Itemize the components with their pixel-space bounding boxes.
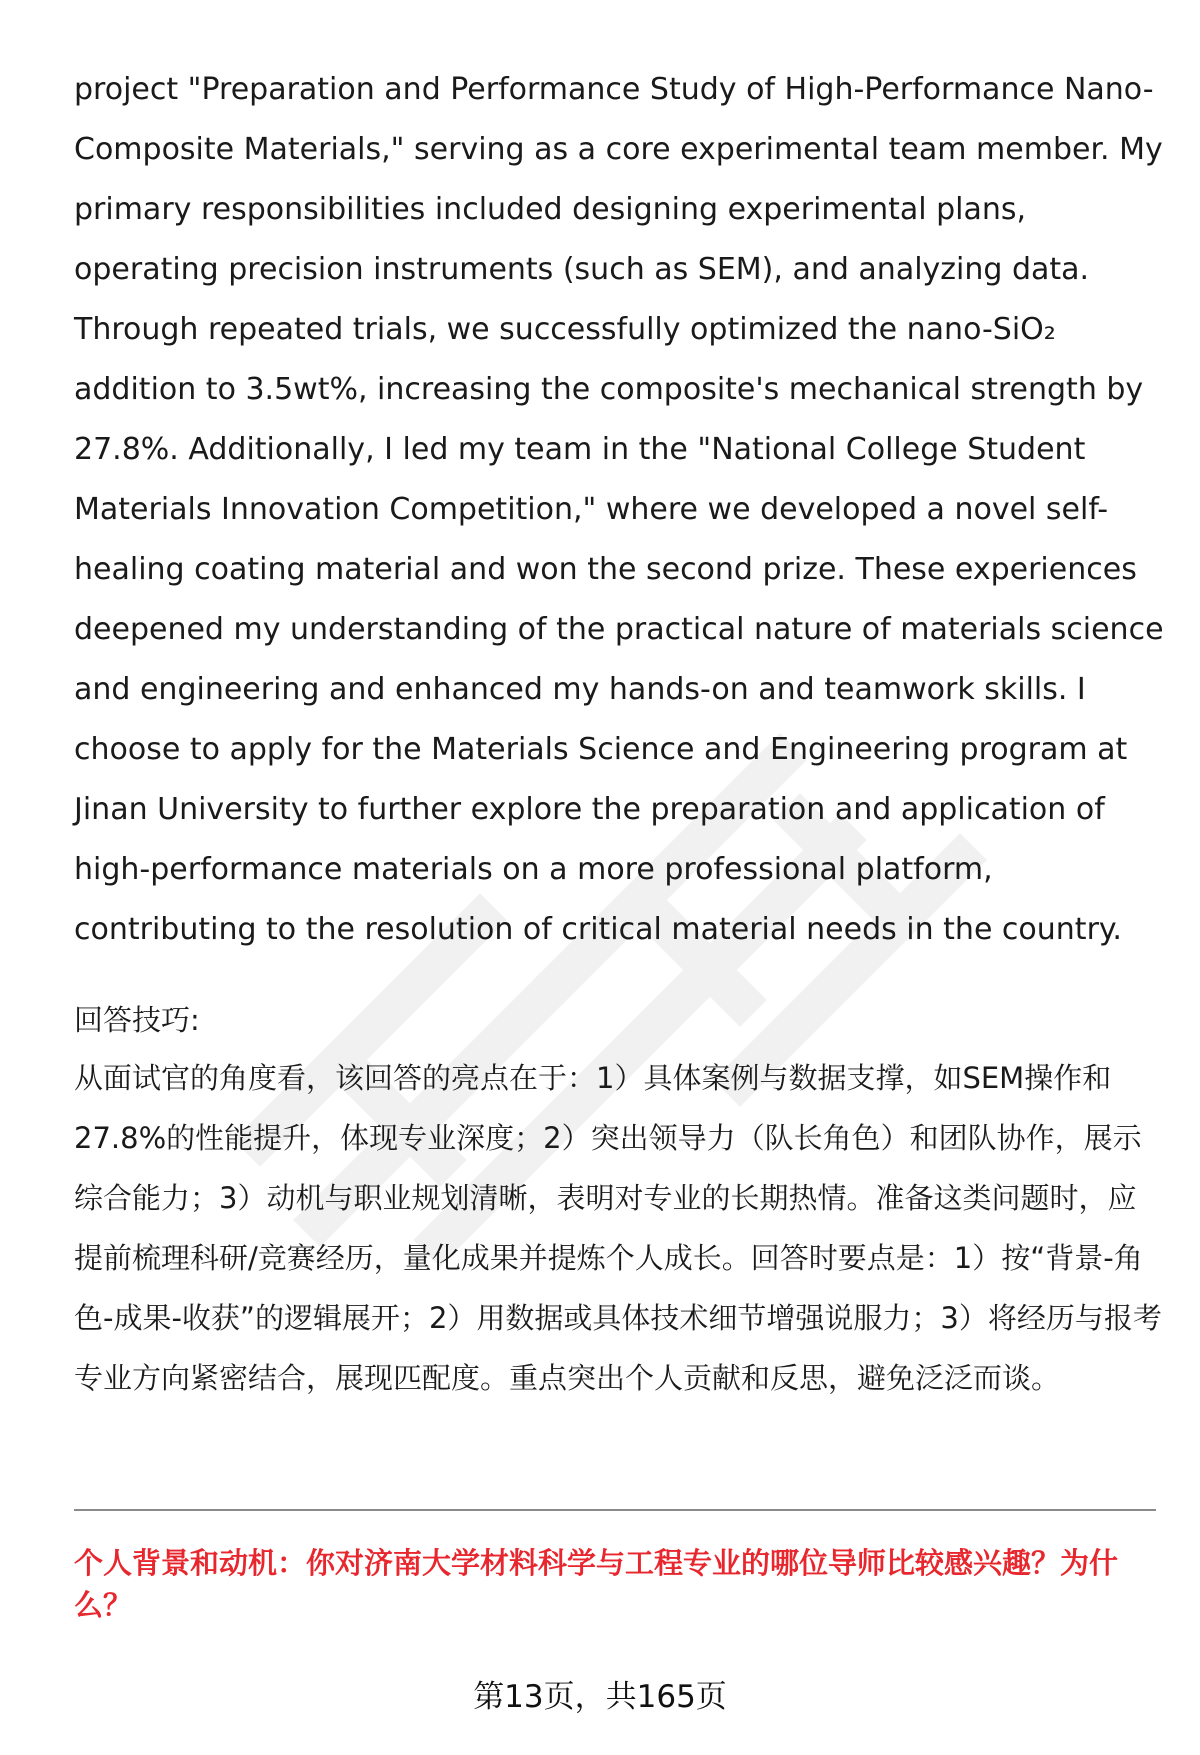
tips-text: 从面试官的角度看，该回答的亮点在于：1）具体案例与数据支撑，如SEM操作和27.8%的性能提升，体现专业深度；2）突出领导力（队长角色）和团队协作，展示综合能力；3）动机与职业规划清晰，表明对专业的长期热情。准备这类问题时，应提前梳理科研/竞赛经历，量化成果并提炼个人成长。回答时要点是：1）按“背景-角色-成果-收获”的逻辑展开；2）用数据或具体技术细节增强说服力；3）将经历与报考专业方向紧密结合，展现匹配度。重点突出个人贡献和反思，避免泛泛而谈。 bbox=[74, 1061, 1162, 1395]
body-paragraph: project "Preparation and Performance Study of High-Performance Nano-Composite Materials," serving as a core experimental team member. My primary responsibilities included designing experimental plans, operating precision instruments (such as SEM), and analyzing data. Through repeated trials, we successfully optimized the nano-SiO₂ addition to 3.5wt%, increasing the composite's mechanical strength by 27.8%. Additionally, I led my team in the "National College Student Materials Innovation Competition," where we developed a novel self-healing coating material and won the second prize. These experiences deepened my understanding of the practical nature of materials science and engineering and enhanced my hands-on and teamwork skills. I choose to apply for the Materials Science and Engineering program at Jinan University to further explore the preparation and application of high-performance materials on a more professional platform, contributing to the resolution of critical material needs in the country. bbox=[74, 72, 1164, 947]
section-divider bbox=[74, 1509, 1156, 1511]
next-question: 个人背景和动机：你对济南大学材料科学与工程专业的哪位导师比较感兴趣？为什么？ bbox=[74, 1546, 1119, 1622]
tips-heading: 回答技巧: bbox=[74, 1003, 200, 1037]
page-number: 第13页，共165页 bbox=[473, 1679, 727, 1715]
